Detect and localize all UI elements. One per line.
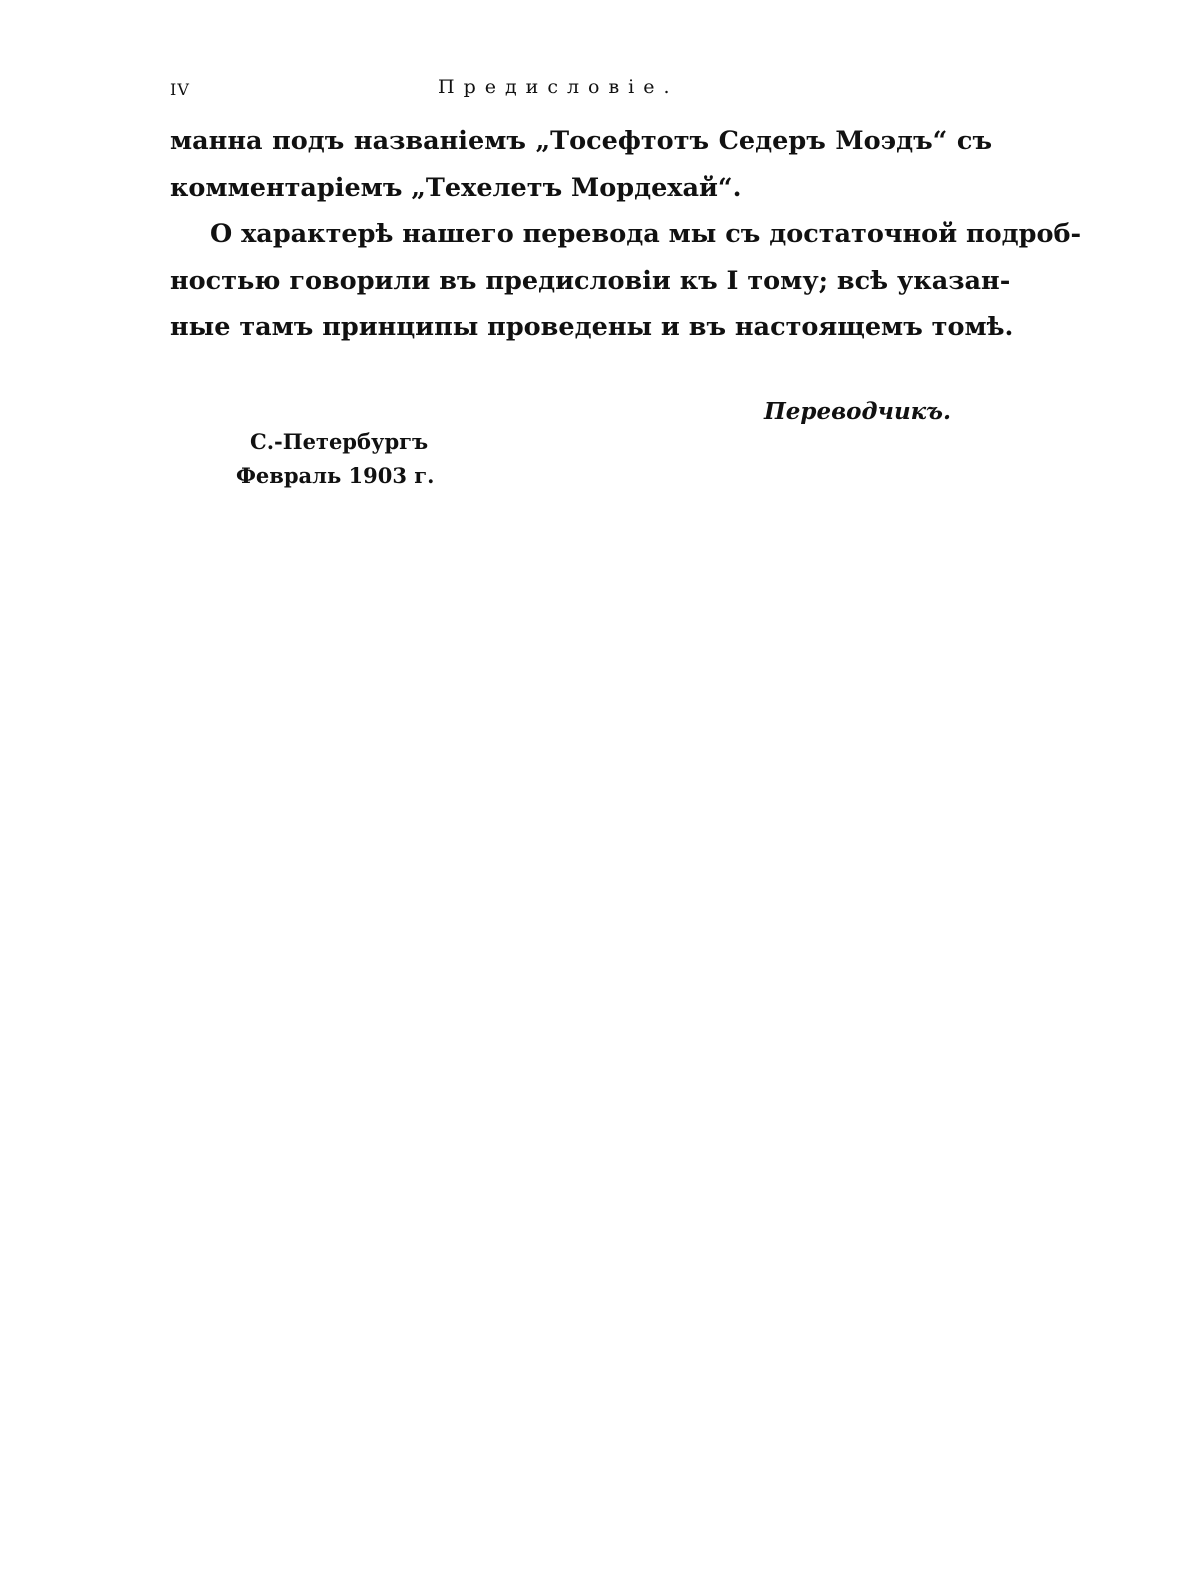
text-line: О характерѣ нашего перевода мы съ достаточной подроб-: [210, 219, 1082, 249]
text-line: манна подъ названіемъ „Тосефтотъ Седеръ Моэдъ“ съ: [170, 126, 992, 156]
place: С.-Петербургъ: [250, 429, 429, 454]
date: Февраль 1903 г.: [236, 463, 435, 488]
body-text: [170, 118, 1082, 351]
paragraph-1: [170, 118, 992, 211]
text-line: ные тамъ принципы проведены и въ настоящемъ томѣ.: [170, 312, 1014, 342]
paragraph-2: [170, 211, 1082, 351]
place-date: [236, 425, 434, 493]
text-line: комментаріемъ „Техелетъ Мордехай“.: [170, 172, 742, 203]
running-title: Предисловіе.: [438, 76, 679, 98]
page-number: IV: [170, 80, 190, 99]
text-line: ностью говорили въ предисловіи къ I тому; всѣ указан-: [170, 265, 1011, 296]
running-head: [170, 74, 990, 104]
translator-signature: Переводчикъ.: [764, 398, 951, 425]
